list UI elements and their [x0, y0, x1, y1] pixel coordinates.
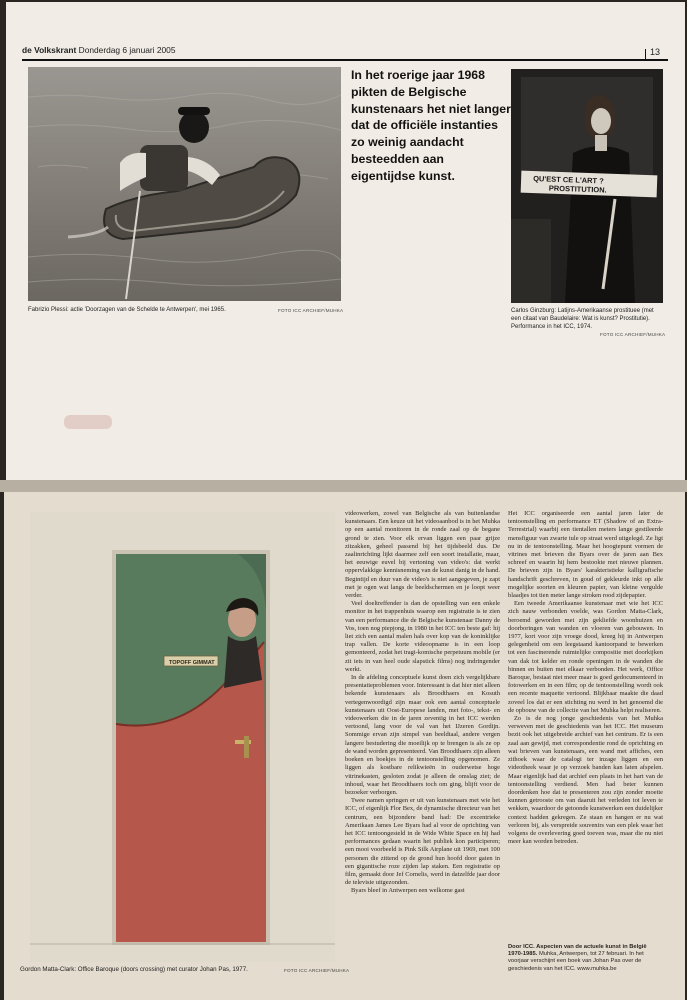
sign-text-line2: PROSTITUTION. — [548, 183, 607, 195]
article-column-1 — [345, 510, 500, 896]
article-paragraph: In de afdeling conceptuele kunst doen zich vergelijkbare presentatieproblemen voor. Interessant is dat hier niet alleen bekende kunstenaars als Broodthaers en Kosuth vertegenwoordigd zijn maar ook een aantal conceptuele kunstenaars uit Oost-Europese landen, met foto-, tekst- en videowerken die in de jaren zeventig in het ICC werden vertoond, lang voor de val van het IJzeren Gordijn. Sommige ervan zijn simpel van beeldtaal, andere vergen langere bestudering die moeilijk op te brengen is als ze op de wand worden gepresenteerd. Van Broodthaers zijn alleen boeken en boekjes in de tentoonstelling opgenomen. Ze liggen als kostbare relikwieën in ouderwetse hoge vitrinekasten, gesloten zodat je alleen de omslag ziet; de inhoud, waar het Broodthaers toch om ging, blijft voor de bezoeker verborgen. — [345, 674, 500, 796]
masthead-rule — [22, 59, 668, 61]
photo-ginzburg-performance — [511, 69, 663, 303]
article-paragraph: Zo is de nog jonge geschiedenis van het Muhka verweven met de geschiedenis van het ICC. Het museum bezit ook het uitgebreide archief van het centrum. Er is een zaal aan gewijd, met correspondentie rond de oprichting en wat brieven van kunstenaars, een wand met affiches, een zithoek waar de catalogi ter inzage liggen en een videotheek waar je op verzoek banden kan laten afspelen. Maar eigenlijk had dat archief een plaats in het hart van de tentoonstelling verdiend. Men had beter kunnen doordenken hoe dat te presenteren zou zijn zonder moeite kunnen getrooste om van daaruit het verleden tot leven te wekken, waardoor de getoonde kunstwerken een duidelijker context hadden gekregen. Ze staan en hangen er nu wat verloren bij, als verspreide souvenirs van een plek waar het volgens de overlevering goed toeven was, maar die nu niet meer kan worden betreden. — [508, 715, 663, 846]
article-paragraph: videowerken, zowel van Belgische als van buitenlandse kunstenaars. Een keuze uit het videoaanbod is in het Muhka op een aantal monitoren in de ronde zaal op de begane grond te zien. Voor elk ervan liggen een paar grijze zitzakken, geheel passend bij het tijdsbeeld dus. De zaalinrichting lijkt daarmee zelf een soort installatie, maar, het eeuwige euvel bij vertoning van video's: dat werkt oppervlakkige kennisneming van de kunst danig in de hand. Begintijd en duur van de video's is niet aangegeven, je zapt met je ogen wat langs de beeldschermen en je loopt weer verder. — [345, 510, 500, 600]
door-sign-text: TOPOFF GIMMAT — [169, 660, 215, 666]
article-paragraph: Byars bleef in Antwerpen een welkome gast — [351, 887, 465, 895]
photo-credit-matta-clark: FOTO ICC ARCHIEF/MUHKA — [284, 968, 350, 973]
page-fold — [0, 480, 687, 492]
exhibition-details: Muhka, Antwerpen, tot 27 februari. In het voorjaar verschijnt een boek van Johan Pas over de geschiedenis van het ICC. www.muhka.be — [508, 951, 644, 972]
paper-stain — [64, 415, 112, 429]
page-number: 13 — [649, 47, 660, 57]
photo-credit-plessi: FOTO ICC ARCHIEF/MUHKA — [278, 308, 344, 313]
article-paragraph: Twee namen springen er uit van kunstenaars met wie het ICC, of eigenlijk Flor Bex, de dynamische directeur van het centrum, een bijzondere band had: De excentrieke Amerikaan James Lee Byars had al voor de oprichting van het ICC tentoongesteld in de Wide White Space en hij had performances gedaan waarin het publiek kon participeren; een mooi voorbeeld is Pink Silk Airplane uit 1969, met 100 personen die zittend op de grond hun hoofd door gaten in een gigantische roze zijden lap staken. Een registratie op film, gemaakt door Jef Cornelis, werd in datzelfde jaar door de televisie uitgezonden. — [345, 797, 500, 887]
photo-credit-ginzburg: FOTO ICC ARCHIEF/MUHKA — [600, 332, 666, 337]
photo-caption-matta-clark: Gordon Matta-Clark: Office Baroque (doors crossing) met curator Johan Pas, 1977. — [20, 966, 248, 973]
photo-caption-plessi: Fabrizio Plessi: actie 'Doorzagen van de Schelde te Antwerpen', mei 1965. — [28, 307, 226, 313]
pull-quote-headline: In het roerige jaar 1968 pikten de Belgische kunstenaars het niet langer dat de officiële instanties zo weinig aandacht besteedden aan eigentijdse kunst. — [351, 68, 511, 183]
masthead-date-line — [22, 45, 176, 55]
publication-date: Donderdag 6 januari 2005 — [78, 45, 176, 55]
photo-office-baroque-door — [30, 512, 335, 962]
article-paragraph: Een tweede Amerikaanse kunstenaar met wie het ICC zich nauw verbonden voelde, was Gordon Matta-Clark, beroemd geworden met zijn gekliefde woonhuizen en doorboringen van wanden en vloeren van gebouwen. In 1977, kort voor zijn vroege dood, kreeg hij in Antwerpen gelegenheid om een leegstaand kantoorpand te bewerken tot een fascinerende ruimtelijke compositie met doorkijken van dak tot kelder en ronde openingen in de wanden die binnen en buiten met elkaar verbonden. Het werk, Office Baroque, bestaat niet meer maar is goed gedocumenteerd in fotowerken en in een film; op de tentoonstelling wordt ook een recente maquette vertoond. Blijkbaar maakte die daad zoveel los dat er een stichting nu werd in het genoemd die de opbouw van de collectie van het Muhka helpt realiseren. — [508, 600, 663, 714]
article-paragraph: Het ICC organiseerde een aantal jaren later de tentoonstelling en performance ET (Shadow of an Extra-Terrestrial) waarbij een tientallen meters lange gestileerde mensfiguur van zwarte tule op straat werd uitgelegd. Ze ligt nu in de tentoonstelling. Maar het hoogtepunt vormen de vitrines met brieven die Byars over de jaren aan Bex schreef en waarin hij hem bestookte met nieuwe plannen. De brieven zijn in Byars' karakteristieke kalligrafische handschrift geschreven, in goud of gekleurde inkt op alle mogelijke soorten en kleuren papier, van kleine vergulde blaadjes tot tien meter lange stroken rood zijdepapier. — [508, 510, 663, 600]
article-paragraph: Veel doeltreffender is dan de opstelling van een enkele monitor in het trappenhuis waarop een registratie is te zien van een performance die de Belgische kunstenaar Danny de Vos, toen nog piepjong, in 1980 in het ICC ten beste gaf: hij liet zich een aantal malen hals over kop van de koninklijke trap vallen. De korte videoopname is in een loop gemonteerd, zodat het tragi-komische perpetuum mobile (er zit iets in van heel oude slapstick films) nog indringender werkt. — [345, 600, 500, 673]
article-column-2 — [508, 510, 663, 846]
newspaper-name: de Volkskrant — [22, 45, 77, 55]
exhibition-title: Door ICC. Aspecten van de actuele kunst in België 1970-1985. — [508, 944, 647, 958]
masthead-divider — [645, 49, 646, 59]
sign-text-line1: QU'EST CE L'ART ? — [532, 174, 604, 186]
exhibition-info — [508, 944, 663, 973]
photo-rubber-dinghy — [28, 67, 341, 301]
photo-caption-ginzburg: Carlos Ginzburg: Latijns-Amerikaanse prostituee (met een citaat van Baudelaire: Wat is kunst? Prostitutie). Performance in het ICC, 1974. — [511, 308, 654, 330]
